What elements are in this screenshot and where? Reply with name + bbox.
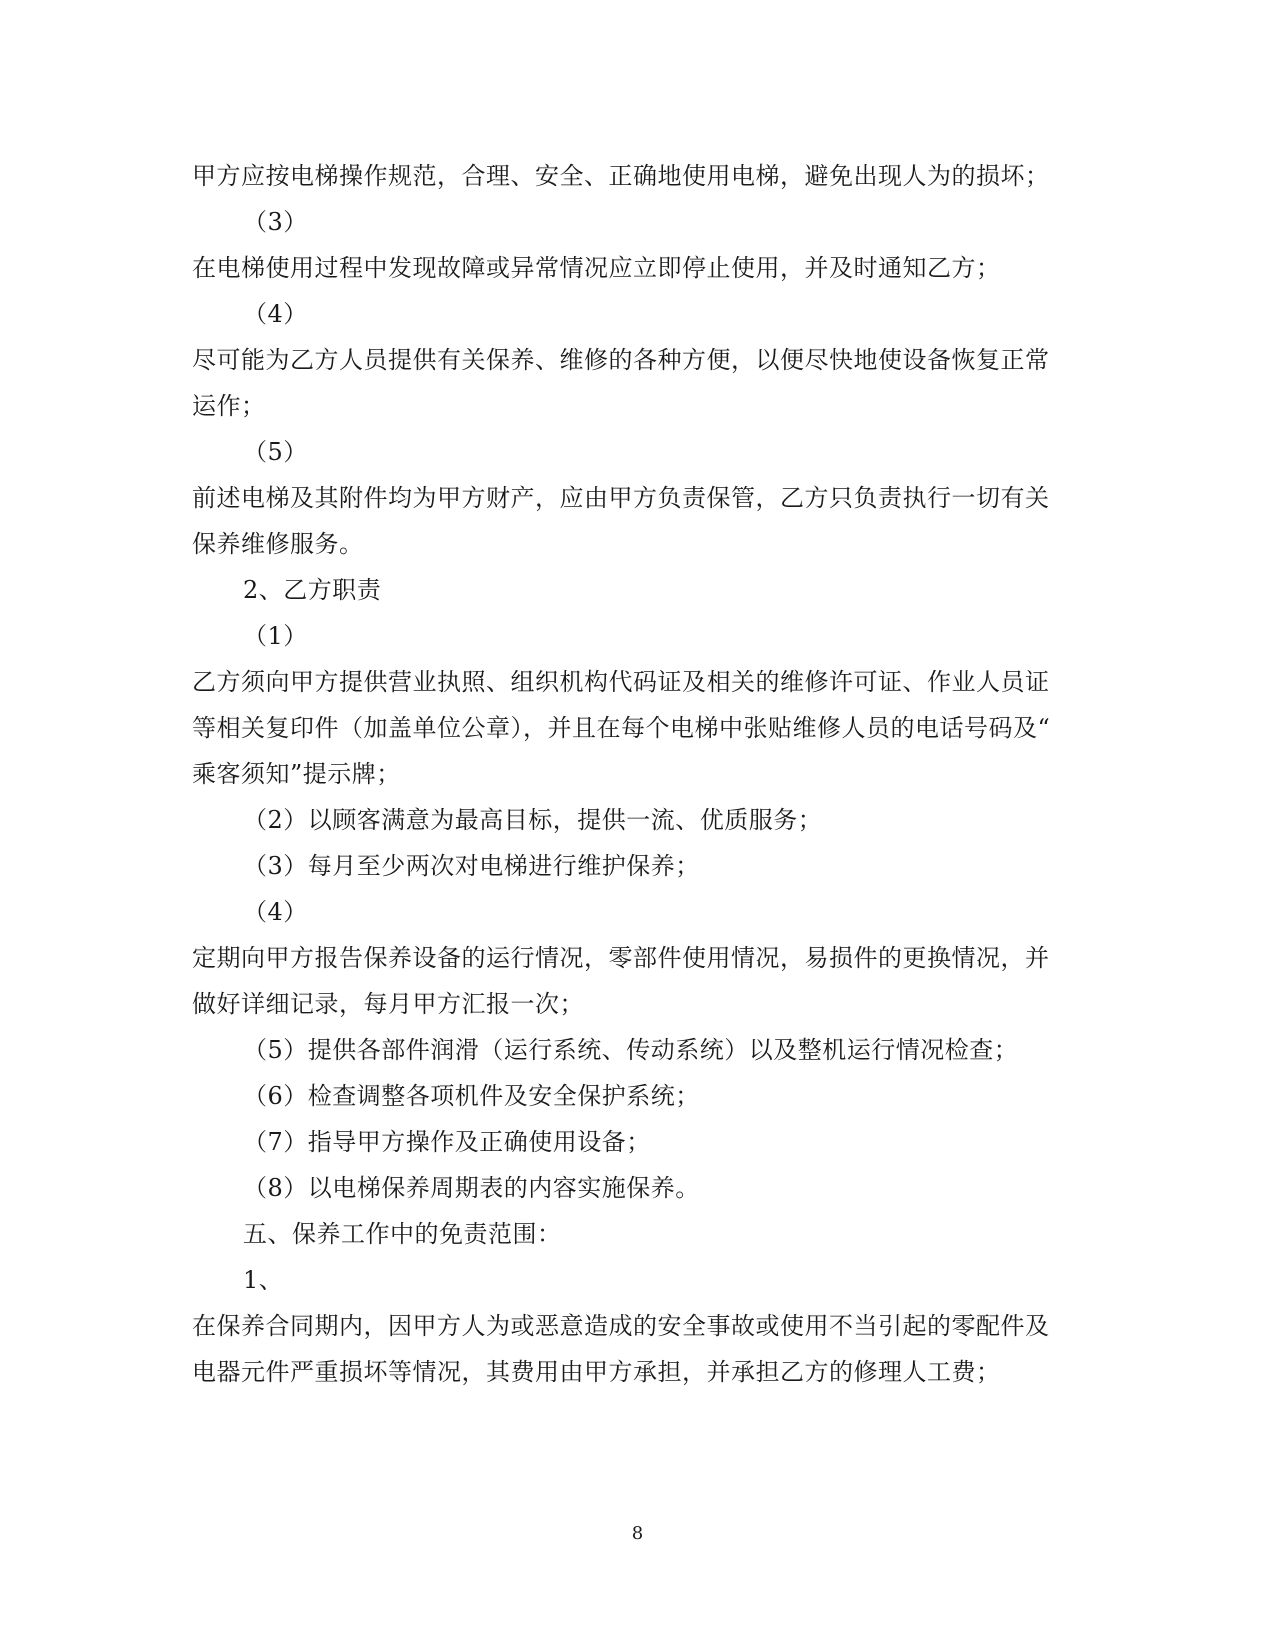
body-text-line: 做好详细记录，每月甲方汇报一次； — [192, 990, 584, 1018]
body-text-line: 运作； — [192, 392, 266, 420]
list-item: （3）每月至少两次对电梯进行维护保养； — [243, 852, 700, 880]
list-item: （2）以顾客满意为最高目标，提供一流、优质服务； — [243, 806, 823, 834]
list-marker: （5） — [243, 438, 308, 466]
body-text-line: 在电梯使用过程中发现故障或异常情况应立即停止使用，并及时通知乙方； — [192, 254, 1001, 282]
body-text-line: 乙方须向甲方提供营业执照、组织机构代码证及相关的维修许可证、作业人员证 — [192, 668, 1050, 696]
body-text-line: 保养维修服务。 — [192, 530, 364, 558]
section-heading: 2、乙方职责 — [243, 576, 382, 604]
body-text-line: 甲方应按电梯操作规范，合理、安全、正确地使用电梯，避免出现人为的损坏； — [192, 162, 1050, 190]
list-marker: （4） — [243, 898, 308, 926]
list-item: （7）指导甲方操作及正确使用设备； — [243, 1128, 651, 1156]
body-text-line: 尽可能为乙方人员提供有关保养、维修的各种方便，以便尽快地使设备恢复正常 — [192, 346, 1050, 374]
section-heading: 五、保养工作中的免责范围： — [243, 1220, 562, 1248]
list-item: （8）以电梯保养周期表的内容实施保养。 — [243, 1174, 700, 1202]
list-marker: （1） — [243, 622, 308, 650]
list-item: （5）提供各部件润滑（运行系统、传动系统）以及整机运行情况检查； — [243, 1036, 1019, 1064]
list-marker: 1、 — [243, 1266, 284, 1294]
list-item: （6）检查调整各项机件及安全保护系统； — [243, 1082, 700, 1110]
list-marker: （3） — [243, 208, 308, 236]
body-text-line: 在保养合同期内，因甲方人为或恶意造成的安全事故或使用不当引起的零配件及 — [192, 1312, 1050, 1340]
body-text-line: 前述电梯及其附件均为甲方财产，应由甲方负责保管，乙方只负责执行一切有关 — [192, 484, 1050, 512]
page-number: 8 — [631, 1523, 644, 1544]
body-text-line: 乘客须知”提示牌； — [192, 760, 401, 788]
list-marker: （4） — [243, 300, 308, 328]
body-text-line: 等相关复印件（加盖单位公章），并且在每个电梯中张贴维修人员的电话号码及“ — [192, 714, 1051, 742]
body-text-line: 定期向甲方报告保养设备的运行情况，零部件使用情况，易损件的更换情况，并 — [192, 944, 1050, 972]
body-text-line: 电器元件严重损坏等情况，其费用由甲方承担，并承担乙方的修理人工费； — [192, 1358, 1001, 1386]
